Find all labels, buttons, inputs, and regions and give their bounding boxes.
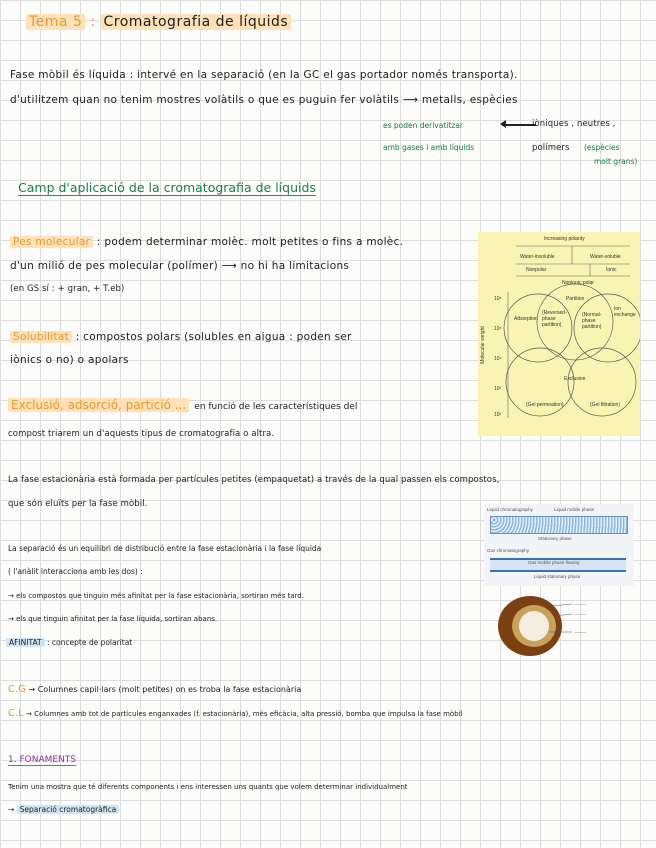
separacio-bullet-2-text: els que tinguin afinitat per la fase líquida, sortiran abans. [16, 615, 218, 623]
pes-molecular-text-1: : podem determinar molèc. molt petites o fins a molèc. [96, 236, 404, 248]
fig-label-stationary: Stationary phase [538, 536, 572, 541]
intro-line-2-b: metalls, espècies [421, 94, 518, 106]
exclusio-line-1 [8, 392, 357, 419]
section-heading-application-text: Camp d'aplicació de la cromatografia de líquids [18, 180, 316, 195]
exclusio-line-2: compost triarem un d'aquests tipus de cromatografia o altra. [8, 429, 275, 439]
chart-label-water-soluble: Water-soluble [590, 254, 621, 260]
chart-label-nonpolar: Nonpolar [526, 267, 547, 273]
chart-ytick: 10⁴ [494, 356, 502, 362]
intro-line-1-text: Fase mòbil és líquida : intervé en la separació (en la GC el gas portador només transporta). [10, 69, 518, 81]
chart-label-nonionic: Nonionic polar [562, 280, 594, 286]
solubilitat-line-2: iònics o no) o apolars [10, 354, 129, 366]
chart-ytick: 10² [494, 412, 502, 418]
afinitat-label: AFINITAT [6, 638, 45, 647]
separacio-bullet-2 [8, 607, 217, 631]
intro-note-gases: amb gases i amb líquids [383, 143, 475, 152]
intro-note-derivatize: es poden derivatitzar [383, 121, 463, 130]
chart-label-gel-filtration: (Gel filtration) [590, 402, 621, 408]
fase-estacionaria-line-1: La fase estacionària està formada per partícules petites (empaquetat) a través de la qual passen els compostos, [8, 475, 500, 485]
column-lc-text: Columnes amb tot de partícules enganxades (f. estacionària), més eficàcia, alta pressió, bomba que impulsa la fase mòbil [34, 710, 463, 718]
capillary-label: ——— [574, 629, 586, 634]
title-separator: : [90, 14, 96, 30]
exclusio-text-1: en funció de les característiques del [194, 402, 358, 412]
chart-label-partition: Partition [566, 296, 585, 302]
arrow-icon: → [8, 592, 14, 600]
lc-column-tube [490, 516, 628, 534]
title-prefix: Tema 5 [26, 14, 85, 30]
solubilitat-text-1: : compostos polars (solubles en aigua : poden ser [75, 331, 352, 343]
separacio-line-2: ( l'anàlit interacciona amb les dos) : [8, 567, 143, 576]
intro-line-2-a: d'utilitzem quan no tenim mostres volàtils o que es puguin fer volàtils [10, 94, 400, 106]
chart-label-exclusion: Exclusion [564, 376, 586, 382]
pes-molecular-label: Pes molecular [10, 236, 93, 248]
intro-line-2 [10, 88, 650, 112]
section-heading-fonaments-text: 1. FONAMENTS [8, 755, 76, 765]
chart-label-water-insoluble: Water-insoluble [520, 254, 555, 260]
afinitat-text: : concepte de polaritat [47, 638, 133, 647]
column-gc-line [8, 678, 301, 702]
chart-label-ion-exchange: Ion exchange [614, 306, 636, 318]
capillary-column-drawing [494, 592, 634, 660]
intro-line-1 [10, 63, 650, 87]
intro-note-polymers: polímers [532, 143, 570, 153]
capillary-label: ——— [574, 601, 586, 606]
capillary-label: ——— [574, 611, 586, 616]
separacio-line-1: La separació és un equilibri de distribució entre la fase estacionària i la fase líquida [8, 544, 322, 553]
chart-label-ionic: Ionic [606, 267, 617, 273]
pes-molecular-line-1 [10, 230, 403, 254]
fase-estacionaria-line-2: que són eluïts per la fase mòbil. [8, 499, 148, 509]
fig-label-mobile: Liquid mobile phase [554, 507, 595, 512]
chart-ytick: 10⁶ [494, 296, 502, 302]
afinitat-line [6, 631, 132, 655]
fig-label-gas-mobile: Gas mobile phase flowing [528, 560, 580, 565]
arrow-icon: → [28, 685, 38, 694]
lc-gc-column-figure [484, 504, 634, 586]
lc-selection-chart [478, 232, 640, 436]
chart-label-reversed: (Reversed-phase partition) [542, 310, 567, 328]
intro-note-big-species: (espècies [584, 143, 620, 152]
fonaments-line-1: Tenim una mostra que té diferents components i ens interessen uns quants que volem determinar individualment [8, 783, 408, 791]
solubilitat-label: Solubilitat [10, 331, 72, 343]
pes-molecular-line-3: (en GS sí : + gran, + T.eb) [10, 284, 125, 294]
arrow-icon: ⟶ [402, 94, 422, 106]
title-name: Cromatografia de líquids [101, 14, 292, 30]
pes-molecular-line-2: d'un milió de pes molecular (polímer) ⟶ no hi ha limitacions [10, 260, 350, 272]
section-heading-fonaments [8, 748, 76, 772]
fig-label-liquid-stationary: Liquid stationary phase [534, 574, 581, 579]
column-lc-label: C.L [8, 708, 24, 719]
chart-label-top: Increasing polarity [544, 236, 585, 242]
separacio-bullet-1-text: els compostos que tinguin més afinitat per la fase estacionària, sortiran més tard. [16, 592, 304, 600]
chart-label-adsorption: Adsorption [514, 316, 538, 322]
chart-ytick: 10³ [494, 386, 502, 392]
arrow-icon: → [25, 710, 35, 718]
capillary-column-image [494, 592, 634, 660]
solubilitat-line-1 [10, 325, 352, 349]
left-arrow-icon [502, 124, 536, 126]
page-title [26, 14, 291, 30]
fig-label-lc: Liquid chromatography [487, 507, 533, 512]
chart-label-normal: (Normal-phase partition) [582, 312, 602, 330]
intro-note-big-species-2: molt grans) [594, 157, 638, 166]
exclusio-label: Exclusió, adsorció, partició ... [8, 398, 189, 412]
arrow-icon: → [8, 805, 17, 814]
chart-axis-label: Molecular weight [479, 326, 486, 364]
intro-note-species: iòniques , neutres , [532, 119, 616, 129]
fonaments-line-2-text: Separació cromatogràfica [17, 805, 120, 814]
column-gc-label: C.G [8, 684, 26, 695]
section-heading-application [18, 180, 316, 195]
column-lc-line [8, 702, 654, 726]
left-arrow-head-icon [500, 120, 506, 128]
arrow-icon: → [8, 615, 14, 623]
chart-label-gel-permeation: (Gel permeation) [526, 402, 564, 408]
fonaments-line-2 [8, 798, 119, 822]
column-gc-text: Columnes capil·lars (molt petites) on es troba la fase estacionària [37, 685, 302, 694]
separacio-bullet-1 [8, 584, 304, 608]
fig-label-gc: Gas chromatography [487, 548, 530, 553]
chart-ytick: 10⁵ [494, 326, 502, 332]
